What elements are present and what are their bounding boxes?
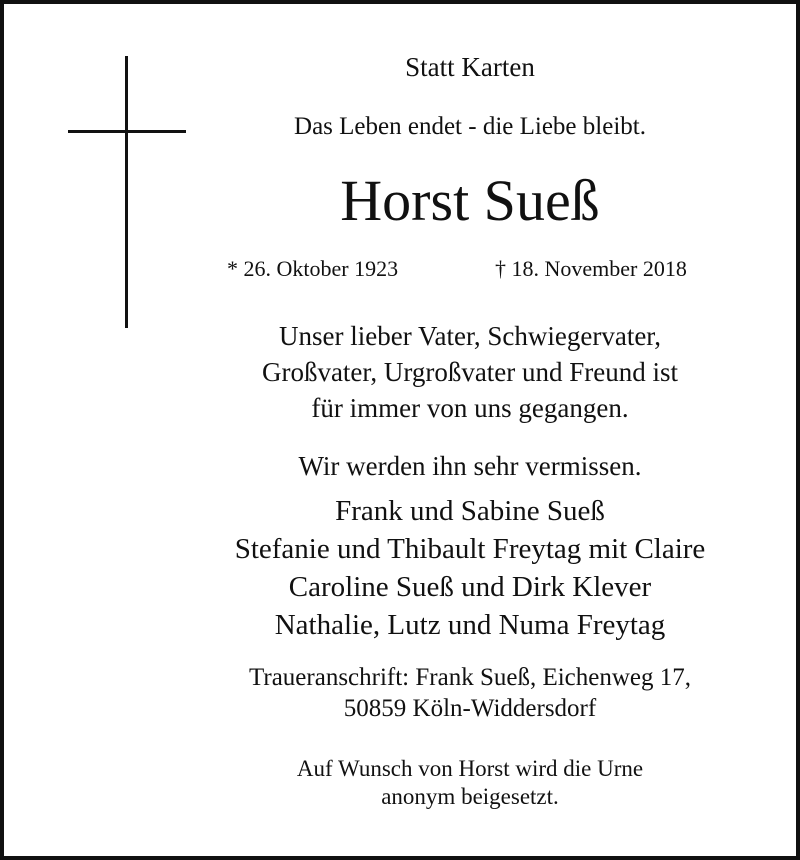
address-line: Traueranschrift: Frank Sueß, Eichenweg 17,: [248, 664, 692, 691]
message-line: Unser lieber Vater, Schwiegervater,: [279, 321, 661, 351]
mourner-line: Stefanie und Thibault Freytag mit Claire: [234, 533, 706, 565]
message-line: für immer von uns gegangen.: [311, 393, 629, 423]
death-date: † 18. November 2018: [495, 256, 687, 281]
mourner-line: Nathalie, Lutz und Numa Freytag: [274, 609, 666, 641]
cross-vertical-bar: [125, 56, 128, 328]
mourner-line: Caroline Sueß und Dirk Klever: [288, 571, 652, 603]
memorial-message: [130, 318, 800, 426]
mourner-line: Frank und Sabine Sueß: [335, 495, 605, 527]
closing-text: Wir werden ihn sehr vermissen.: [298, 451, 642, 481]
burial-note: [130, 755, 800, 811]
address-line: 50859 Köln-Widdersdorf: [343, 695, 597, 722]
motto: Das Leben endet - die Liebe bleibt.: [294, 113, 646, 140]
closing-line: [130, 448, 800, 484]
mourners-list: [130, 492, 800, 644]
birth-date: * 26. Oktober 1923: [227, 256, 399, 281]
mourning-address: [130, 662, 800, 724]
message-line: Großvater, Urgroßvater und Freund ist: [261, 357, 679, 387]
deceased-name: Horst Sueß: [340, 168, 600, 233]
notice-header: Statt Karten: [405, 52, 535, 82]
note-line: anonym beigesetzt.: [381, 784, 559, 809]
note-line: Auf Wunsch von Horst wird die Urne: [296, 756, 644, 781]
